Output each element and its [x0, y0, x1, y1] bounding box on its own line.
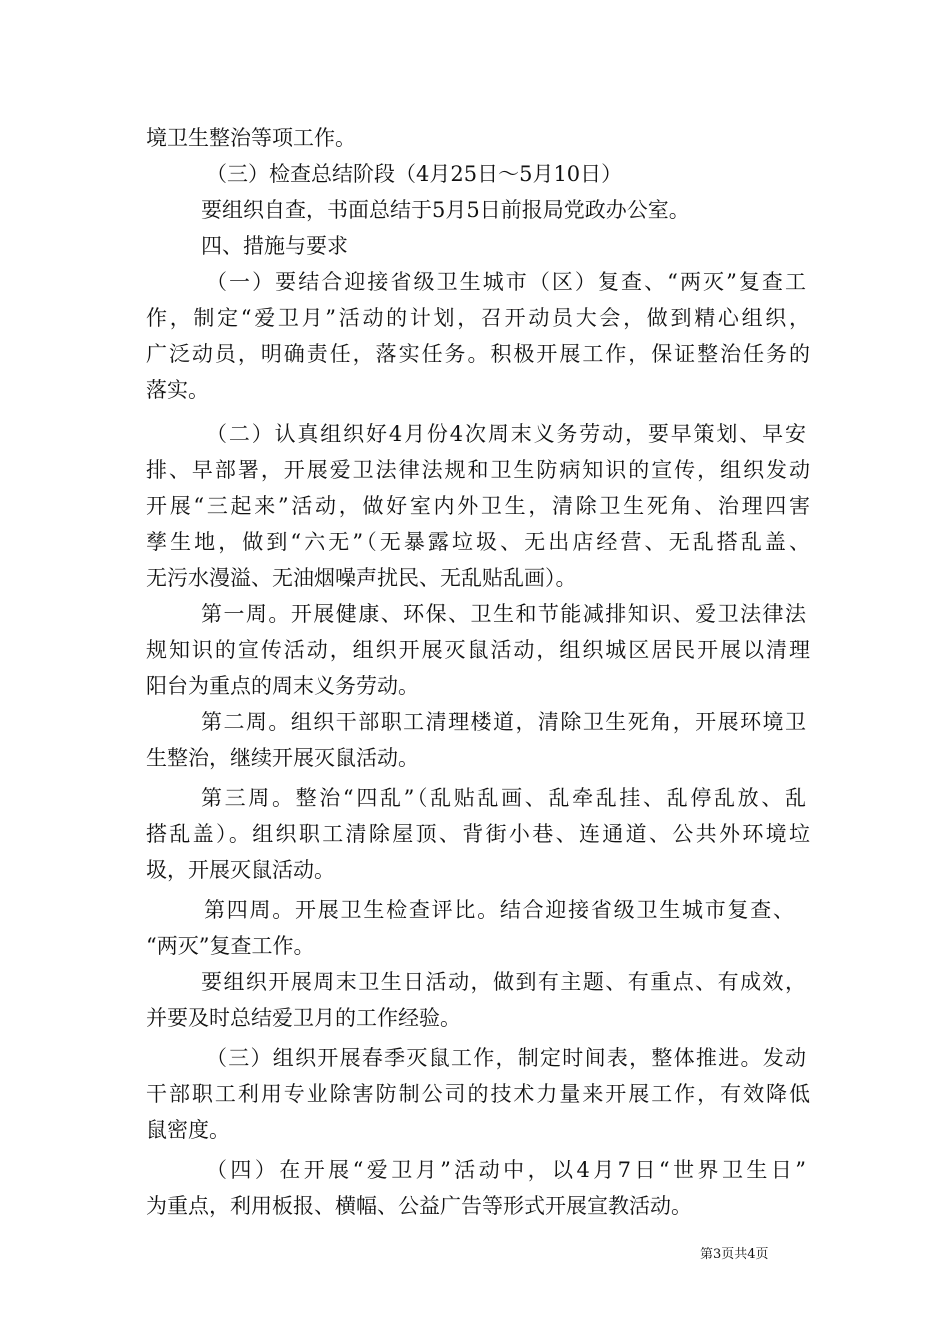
paragraph-line: 为重点，利用板报、横幅、公益广告等形式开展宣教活动。: [146, 1194, 692, 1218]
paragraph-line: 要组织开展周末卫生日活动，做到有主题、有重点、有成效，: [201, 970, 806, 994]
text-line: 境卫生整治等项工作。: [146, 126, 356, 150]
paragraph-line: 落实。: [146, 378, 209, 402]
paragraph-line: 第四周。开展卫生检查评比。结合迎接省级卫生城市复查、: [204, 898, 794, 922]
paragraph-line: （二）认真组织好4月份4次周末义务劳动，要早策划、早安: [206, 422, 806, 446]
paragraph-line: 干部职工利用专业除害防制公司的技术力量来开展工作，有效降低: [146, 1082, 810, 1106]
paragraph-line: 搭乱盖）。组织职工清除屋顶、背街小巷、连通道、公共外环境垃: [146, 822, 810, 846]
section-heading: （三）检查总结阶段（4月25日～5月10日）: [206, 162, 623, 186]
paragraph-line: 开展“三起来”活动，做好室内外卫生，清除卫生死角、治理四害: [146, 494, 810, 518]
paragraph-line: 广泛动员，明确责任，落实任务。积极开展工作，保证整治任务的: [146, 342, 810, 366]
paragraph-line: （四）在开展“爱卫月”活动中，以4月7日“世界卫生日”: [206, 1158, 806, 1182]
paragraph-line: 孳生地，做到“六无”（无暴露垃圾、无出店经营、无乱搭乱盖、: [146, 530, 810, 554]
paragraph-line: 无污水漫溢、无油烟噪声扰民、无乱贴乱画）。: [146, 566, 577, 590]
paragraph-line: 第一周。开展健康、环保、卫生和节能减排知识、爱卫法律法: [201, 602, 806, 626]
paragraph-line: 阳台为重点的周末义务劳动。: [146, 674, 419, 698]
paragraph-line: 第三周。整治“四乱”（乱贴乱画、乱牵乱挂、乱停乱放、乱: [201, 786, 806, 810]
paragraph-line: 并要及时总结爱卫月的工作经验。: [146, 1006, 461, 1030]
paragraph-line: “两灭”复查工作。: [146, 934, 315, 958]
paragraph-line: 规知识的宣传活动，组织开展灭鼠活动，组织城区居民开展以清理: [146, 638, 810, 662]
page-number: 第3页共4页: [700, 1247, 769, 1262]
paragraph-line: 鼠密度。: [146, 1118, 230, 1142]
section-heading: 四、措施与要求: [201, 234, 348, 258]
text-line: 要组织自查，书面总结于5月5日前报局党政办公室。: [201, 198, 690, 222]
paragraph-line: （一）要结合迎接省级卫生城市（区）复查、“两灭”复查工: [206, 270, 806, 294]
paragraph-line: （三）组织开展春季灭鼠工作，制定时间表，整体推进。发动: [206, 1046, 806, 1070]
paragraph-line: 第二周。组织干部职工清理楼道，清除卫生死角，开展环境卫: [201, 710, 806, 734]
paragraph-line: 生整治，继续开展灭鼠活动。: [146, 746, 419, 770]
paragraph-line: 圾，开展灭鼠活动。: [146, 858, 335, 882]
paragraph-line: 作，制定“爱卫月”活动的计划，召开动员大会，做到精心组织，: [146, 306, 810, 330]
paragraph-line: 排、早部署，开展爱卫法律法规和卫生防病知识的宣传，组织发动: [146, 458, 810, 482]
